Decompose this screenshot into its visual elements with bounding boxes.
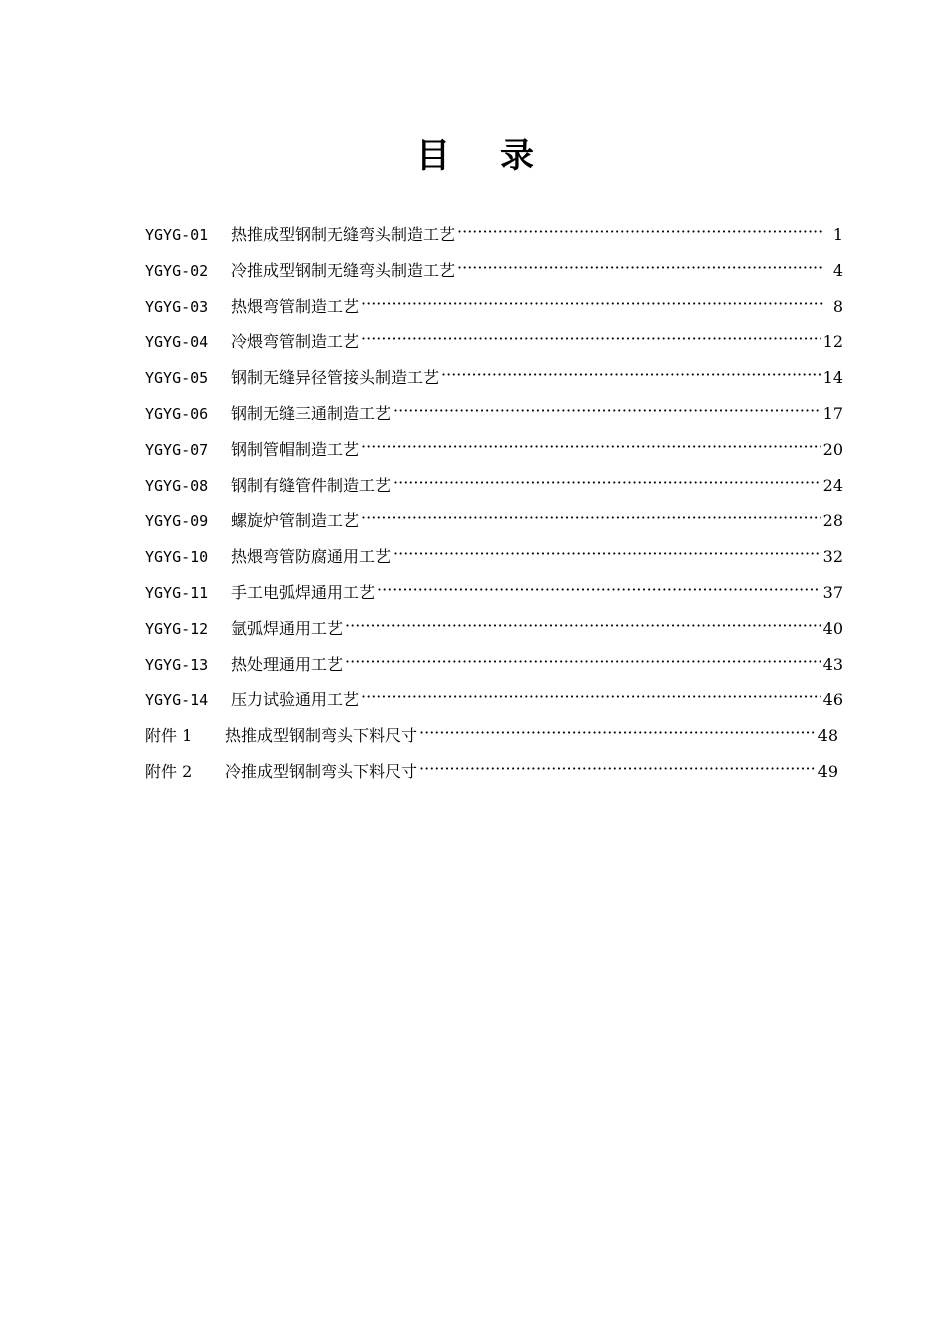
toc-entry-code: YGYG-08 [145, 476, 209, 495]
toc-entry-page: 40 [822, 618, 843, 638]
toc-entry-page: 20 [822, 439, 843, 459]
toc-dot-leader [393, 546, 821, 562]
toc-entry-code: YGYG-04 [145, 333, 209, 352]
toc-entry-page: 46 [822, 690, 843, 710]
page-title [0, 128, 950, 177]
toc-entry[interactable] [145, 258, 843, 294]
toc-entry-code: YGYG-06 [145, 404, 209, 423]
toc-entry-code: YGYG-14 [145, 691, 209, 710]
toc-entry-title: 热煨弯管制造工艺 [231, 296, 360, 316]
toc-attachment-entry[interactable] [145, 759, 843, 795]
toc-entry-page: 37 [822, 582, 843, 602]
toc-entry-page: 17 [822, 403, 843, 423]
toc-entry[interactable] [145, 329, 843, 365]
toc-entry-page: 32 [822, 547, 843, 567]
toc-entry-code: 附件 2 [145, 761, 193, 781]
toc-entry-page: 1 [832, 225, 843, 244]
table-of-contents [145, 222, 843, 795]
toc-entry[interactable] [145, 473, 843, 509]
toc-entry-title: 钢制管帽制造工艺 [231, 439, 360, 459]
toc-entry-code: YGYG-02 [145, 261, 209, 280]
toc-dot-leader [361, 439, 821, 455]
toc-entry-title: 热推成型钢制弯头下料尺寸 [225, 726, 418, 746]
toc-dot-leader [457, 260, 823, 276]
toc-entry-page: 24 [822, 475, 843, 495]
toc-entry-title: 冷推成型钢制弯头下料尺寸 [225, 761, 418, 781]
toc-entry-code: YGYG-10 [145, 548, 209, 567]
toc-entry-code: YGYG-09 [145, 512, 209, 531]
toc-entry-page: 43 [822, 654, 843, 674]
toc-entry-title: 钢制无缝异径管接头制造工艺 [231, 368, 440, 388]
toc-entry-title: 热处理通用工艺 [231, 654, 344, 674]
toc-entry[interactable] [145, 652, 843, 688]
toc-entry[interactable] [145, 508, 843, 544]
toc-entry-title: 热煨弯管防腐通用工艺 [231, 547, 392, 567]
toc-dot-leader [393, 475, 821, 491]
toc-dot-leader [361, 510, 821, 526]
toc-dot-leader [419, 761, 816, 777]
toc-entry-title: 钢制有缝管件制造工艺 [231, 475, 392, 495]
toc-entry-title: 冷煨弯管制造工艺 [231, 332, 360, 352]
toc-dot-leader [441, 367, 821, 383]
toc-entry-title: 冷推成型钢制无缝弯头制造工艺 [231, 260, 456, 280]
toc-dot-leader [361, 296, 823, 312]
toc-entry[interactable] [145, 544, 843, 580]
toc-entry-code: YGYG-12 [145, 619, 209, 638]
toc-entry-title: 螺旋炉管制造工艺 [231, 511, 360, 531]
toc-entry-code: YGYG-13 [145, 655, 209, 674]
toc-entry-page: 12 [822, 332, 843, 352]
toc-dot-leader [457, 224, 823, 240]
toc-entry-page: 49 [817, 761, 838, 781]
toc-entry-code: YGYG-11 [145, 583, 209, 602]
toc-dot-leader [361, 689, 821, 705]
toc-entry-page: 48 [817, 726, 838, 746]
toc-entry[interactable] [145, 222, 843, 258]
toc-entry[interactable] [145, 365, 843, 401]
toc-dot-leader [393, 403, 821, 419]
toc-entry-title: 手工电弧焊通用工艺 [231, 582, 376, 602]
toc-entry[interactable] [145, 580, 843, 616]
toc-entry-code: YGYG-05 [145, 369, 209, 388]
toc-entry-page: 8 [832, 296, 843, 316]
toc-dot-leader [419, 725, 816, 741]
toc-entry-code: YGYG-01 [145, 226, 209, 244]
page-title-char-2: 录 [500, 136, 534, 176]
toc-entry-page: 28 [822, 511, 843, 531]
toc-dot-leader [361, 331, 821, 347]
toc-entry-page: 14 [822, 368, 843, 388]
toc-entry[interactable] [145, 294, 843, 330]
toc-entry[interactable] [145, 437, 843, 473]
toc-attachment-entry[interactable] [145, 723, 843, 759]
toc-entry[interactable] [145, 687, 843, 723]
toc-entry-title: 压力试验通用工艺 [231, 690, 360, 710]
toc-entry-title: 热推成型钢制无缝弯头制造工艺 [231, 225, 456, 244]
toc-entry-page: 4 [832, 260, 843, 280]
toc-dot-leader [345, 654, 821, 670]
toc-entry-code: 附件 1 [145, 726, 193, 746]
toc-entry-code: YGYG-03 [145, 297, 209, 316]
toc-dot-leader [377, 582, 821, 598]
toc-entry[interactable] [145, 401, 843, 437]
toc-entry-title: 钢制无缝三通制造工艺 [231, 403, 392, 423]
toc-entry[interactable] [145, 616, 843, 652]
toc-entry-title: 氩弧焊通用工艺 [231, 618, 344, 638]
page-title-char-1: 目 [416, 136, 450, 176]
toc-entry-code: YGYG-07 [145, 440, 209, 459]
toc-dot-leader [345, 618, 821, 634]
